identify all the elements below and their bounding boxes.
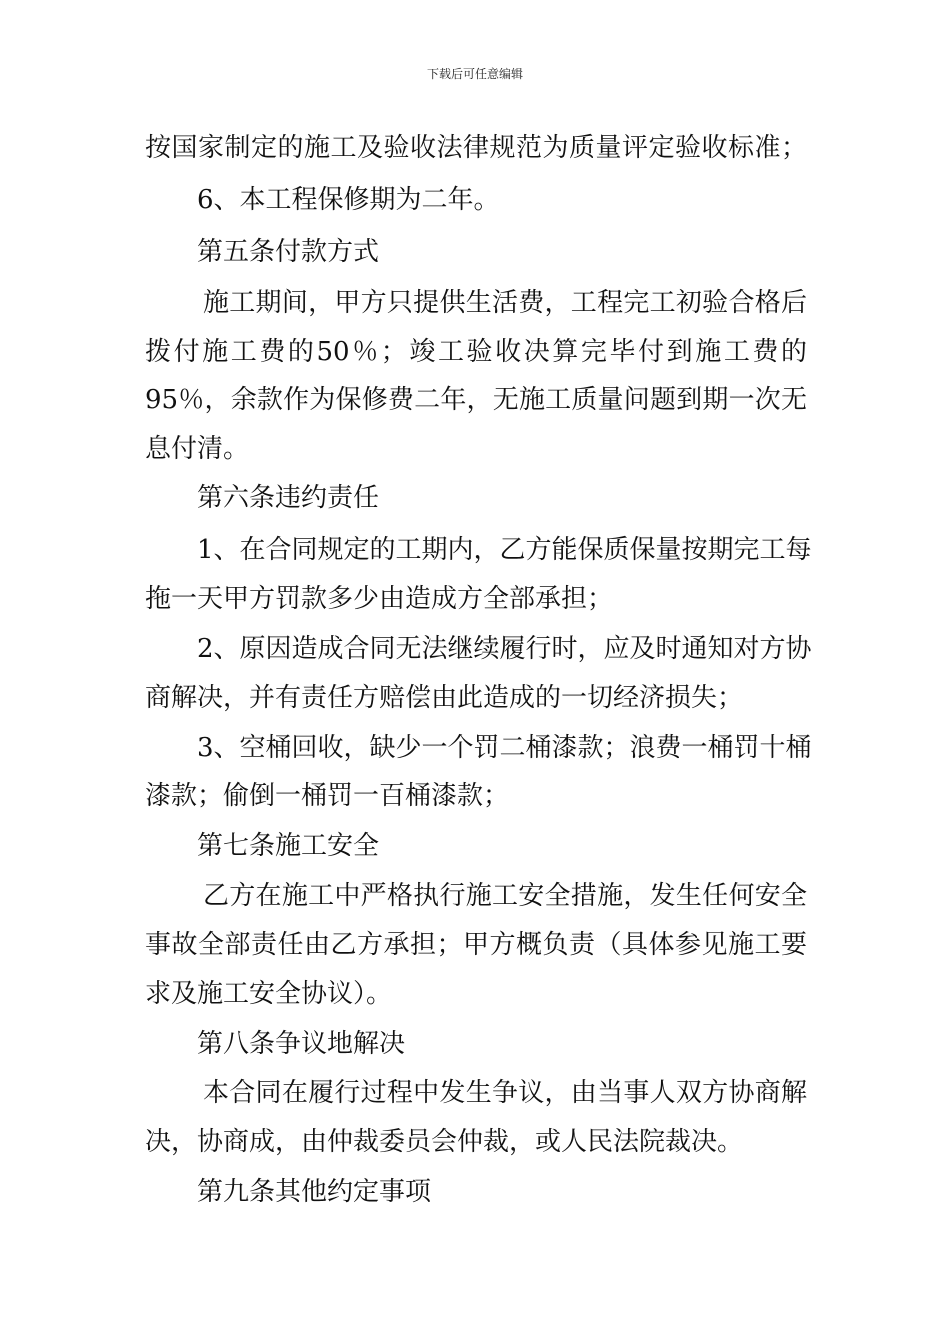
text-line-13: 3、空桶回收，缺少一个罚二桶漆款；浪费一桶罚十桶	[197, 733, 812, 763]
text-line-5: 拨付施工费的50％；竣工验收决算完毕付到施工费的	[145, 337, 807, 367]
text-line-1: 按国家制定的施工及验收法律规范为质量评定验收标准；	[145, 133, 807, 163]
section-heading-8: 第八条争议地解决	[197, 1029, 406, 1059]
text-line-6: 95％，余款作为保修费二年，无施工质量问题到期一次无	[145, 385, 807, 415]
text-line-10: 拖一天甲方罚款多少由造成方全部承担；	[145, 584, 614, 614]
text-line-7: 息付清。	[145, 434, 250, 464]
text-line-20: 本合同在履行过程中发生争议，由当事人双方协商解	[203, 1078, 807, 1108]
text-line-9: 1、在合同规定的工期内，乙方能保质保量按期完工每	[197, 535, 812, 565]
page-header-note: 下载后可任意编辑	[426, 67, 523, 81]
text-line-18: 求及施工安全协议）。	[145, 979, 393, 1009]
text-line-2: 6、本工程保修期为二年。	[197, 185, 500, 215]
text-line-12: 商解决，并有责任方赔偿由此造成的一切经济损失；	[145, 683, 744, 713]
section-heading-7: 第七条施工安全	[197, 831, 380, 861]
text-line-14: 漆款；偷倒一桶罚一百桶漆款；	[145, 781, 510, 811]
section-heading-5: 第五条付款方式	[197, 237, 380, 267]
text-line-4: 施工期间，甲方只提供生活费，工程完工初验合格后	[203, 288, 807, 318]
text-line-17: 事故全部责任由乙方承担；甲方概负责（具体参见施工要	[145, 930, 807, 960]
text-line-11: 2、原因造成合同无法继续履行时，应及时通知对方协	[197, 634, 812, 664]
section-heading-9: 第九条其他约定事项	[197, 1177, 432, 1207]
text-line-16: 乙方在施工中严格执行施工安全措施，发生任何安全	[203, 881, 807, 911]
section-heading-6: 第六条违约责任	[197, 483, 380, 513]
text-line-21: 决，协商成，由仲裁委员会仲裁，或人民法院裁决。	[145, 1127, 744, 1157]
